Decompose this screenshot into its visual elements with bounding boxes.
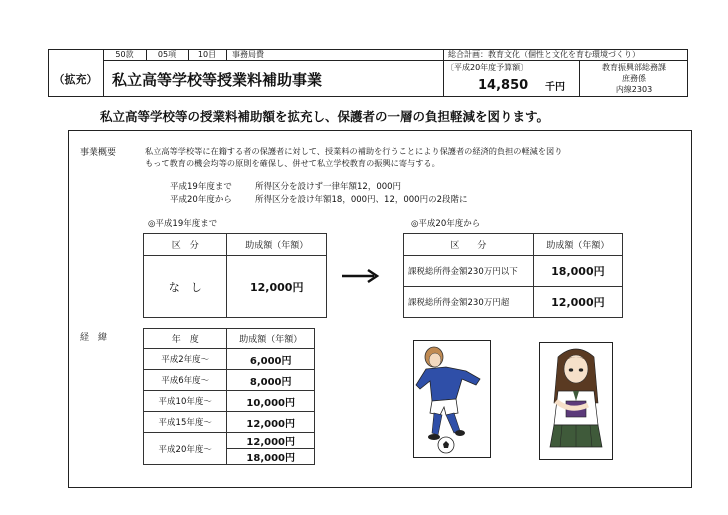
history-year: 平成15年度～ — [144, 412, 227, 433]
budget-unit: 千円 — [545, 81, 565, 93]
table-row — [144, 412, 315, 433]
after-row-label: 課税総所得金額230万円超 — [404, 287, 534, 318]
history-label: 経 緯 — [80, 332, 108, 343]
table-row — [144, 349, 315, 370]
history-col-amount: 助成額（年額） — [227, 329, 315, 349]
after-row-value: 12,000円 — [533, 287, 622, 318]
table-row — [144, 391, 315, 412]
soccer-player-illustration — [413, 340, 491, 458]
h19-label: 平成19年度まで — [170, 182, 232, 192]
header-divider-c3 — [226, 49, 227, 60]
code-05: 05項 — [157, 50, 177, 59]
table-row — [404, 287, 623, 318]
before-col-amount: 助成額（年額） — [227, 234, 327, 256]
plan-text: 総合計画：教育文化（個性と文化を育む環境づくり） — [448, 50, 640, 59]
history-col-year: 年 度 — [144, 329, 227, 349]
before-row-value: 12,000円 — [227, 256, 327, 318]
budget-label: 〔平成20年度予算額〕 — [446, 63, 529, 72]
history-value-2: 18,000円 — [227, 449, 315, 465]
schoolgirl-illustration — [539, 342, 613, 460]
header-divider-top — [103, 60, 443, 61]
status-tag: （拡充） — [53, 72, 98, 86]
section-name: 庶務係 — [622, 74, 646, 83]
after-heading: ◎平成20年度から — [411, 219, 481, 229]
after-row-value: 18,000円 — [533, 256, 622, 287]
history-value: 12,000円 — [227, 412, 315, 433]
history-value: 8,000円 — [227, 370, 315, 391]
after-col-amount: 助成額（年額） — [533, 234, 622, 256]
after-table — [403, 233, 623, 318]
before-heading: ◎平成19年度まで — [148, 219, 218, 229]
history-year: 平成6年度～ — [144, 370, 227, 391]
history-year: 平成2年度～ — [144, 349, 227, 370]
before-col-kubun: 区 分 — [144, 234, 227, 256]
header-divider-plan — [443, 49, 444, 97]
after-col-kubun: 区 分 — [404, 234, 534, 256]
h20-text: 所得区分を設け年額18，000円、12，000円の2段階に — [255, 195, 468, 205]
right-arrow-icon — [340, 268, 382, 284]
before-table — [143, 233, 327, 318]
after-row-label: 課税総所得金額230万円以下 — [404, 256, 534, 287]
h19-text: 所得区分を設けず一律年額12，000円 — [255, 182, 402, 192]
history-value: 12,000円 — [227, 433, 315, 449]
schoolgirl-icon — [540, 343, 612, 459]
history-value: 10,000円 — [227, 391, 315, 412]
history-year: 平成10年度～ — [144, 391, 227, 412]
table-row — [144, 433, 315, 449]
page-title: 私立高等学校等授業料補助事業 — [112, 70, 323, 89]
overview-text-2: もって教育の機会均等の原則を確保し、併せて私立学校教育の振興に寄与する。 — [145, 157, 440, 168]
overview-label: 事業概要 — [80, 147, 117, 158]
dept-type: 事務局費 — [232, 50, 264, 59]
budget-amount: 14,850 — [478, 77, 529, 93]
history-year: 平成20年度～ — [144, 433, 227, 465]
before-row-label: な し — [144, 256, 227, 318]
code-10: 10目 — [197, 50, 217, 59]
subtitle: 私立高等学校等の授業料補助額を拡充し、保護者の一層の負担軽減を図ります。 — [100, 109, 550, 124]
history-table — [143, 328, 315, 465]
table-row — [404, 256, 623, 287]
table-row — [144, 370, 315, 391]
history-value: 6,000円 — [227, 349, 315, 370]
header-divider-plan-h — [443, 60, 688, 61]
dept-name: 教育振興部総務課 — [602, 63, 666, 72]
soccer-player-icon — [414, 341, 490, 457]
h20-label: 平成20年度から — [170, 195, 232, 205]
extension: 内線2303 — [615, 85, 653, 94]
overview-text-1: 私立高等学校等に在籍する者の保護者に対して、授業料の補助を行うことにより保護者の経済的負担の軽減を図り — [145, 145, 563, 156]
code-50: 50款 — [115, 50, 134, 59]
